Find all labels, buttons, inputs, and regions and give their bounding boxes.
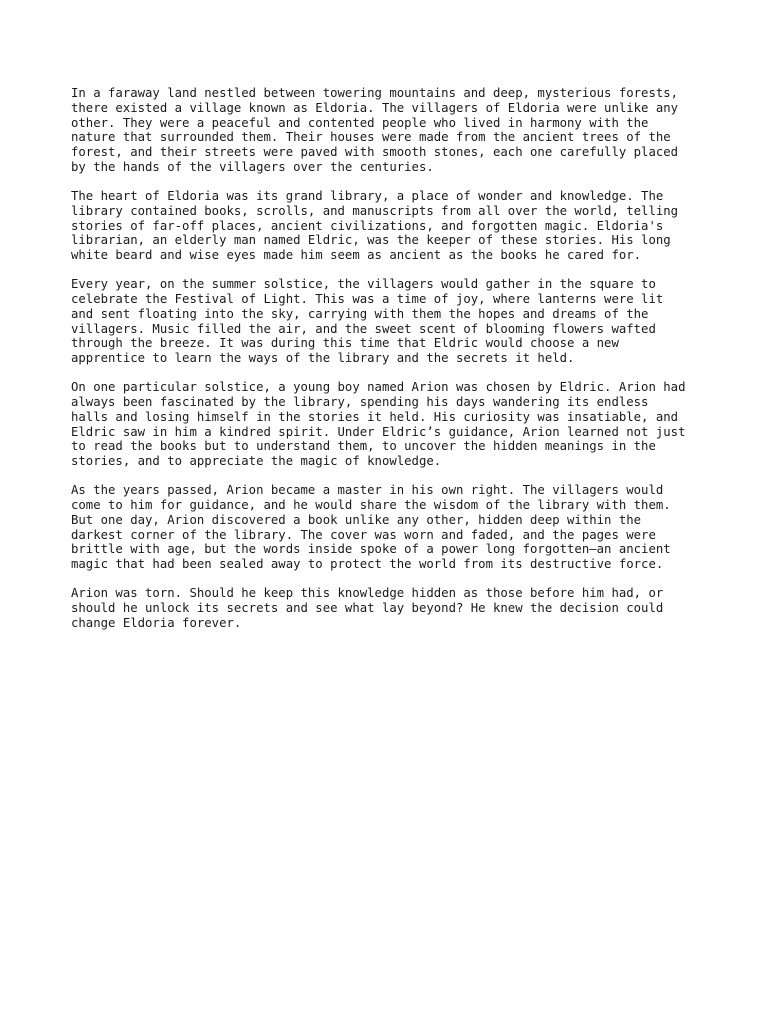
paragraph-3: [71, 277, 711, 366]
paragraph-6: [71, 586, 711, 630]
paragraph-line: Every year, on the summer solstice, the villagers would gather in the square to: [71, 277, 656, 292]
paragraph-line: apprentice to learn the ways of the library and the secrets it held.: [71, 351, 575, 365]
paragraph-line: there existed a village known as Eldoria. The villagers of Eldoria were unlike any: [71, 100, 679, 115]
paragraph-line: The heart of Eldoria was its grand library, a place of wonder and knowledge. The: [71, 189, 664, 203]
paragraph-line: magic that had been sealed away to protect the world from its destructive force.: [71, 557, 664, 571]
paragraph-line: should he unlock its secrets and see what lay beyond? He knew the decision could: [71, 601, 664, 615]
paragraph-1: [71, 86, 711, 175]
paragraph-line: other. They were a peaceful and contented people who lived in harmony with the: [71, 115, 649, 130]
paragraph-line: library contained books, scrolls, and manuscripts from all over the world, telling: [71, 203, 679, 218]
paragraph-line: stories, and to appreciate the magic of knowledge.: [71, 454, 442, 468]
paragraph-line: and sent floating into the sky, carrying with them the hopes and dreams of the: [71, 306, 649, 321]
paragraph-line: by the hands of the villagers over the centuries.: [71, 159, 434, 174]
paragraph-line: But one day, Arion discovered a book unlike any other, hidden deep within the: [71, 512, 642, 527]
paragraph-line: In a faraway land nestled between towering mountains and deep, mysterious forests,: [71, 86, 679, 100]
paragraph-line: come to him for guidance, and he would share the wisdom of the library with them.: [71, 498, 671, 512]
paragraph-line: through the breeze. It was during this time that Eldric would choose a new: [71, 336, 619, 351]
paragraph-line: always been fascinated by the library, spending his days wandering its endless: [71, 395, 649, 409]
paragraph-line: Eldric saw in him a kindred spirit. Under Eldric’s guidance, Arion learned not just: [71, 424, 686, 439]
paragraph-line: On one particular solstice, a young boy named Arion was chosen by Eldric. Arion had: [71, 380, 686, 395]
paragraph-4: [71, 380, 711, 469]
paragraph-5: [71, 483, 711, 572]
paragraph-line: to read the books but to understand them, to uncover the hidden meanings in the: [71, 439, 656, 454]
paragraph-line: stories of far-off places, ancient civilizations, and forgotten magic. Eldoria's: [71, 218, 664, 233]
paragraph-line: celebrate the Festival of Light. This was a time of joy, where lanterns were lit: [71, 292, 664, 306]
paragraph-line: Arion was torn. Should he keep this knowledge hidden as those before him had, or: [71, 586, 664, 601]
paragraph-line: forest, and their streets were paved with smooth stones, each one carefully placed: [71, 145, 679, 159]
paragraph-line: villagers. Music filled the air, and the sweet scent of blooming flowers wafted: [71, 321, 656, 336]
paragraph-line: change Eldoria forever.: [71, 615, 242, 630]
paragraph-line: white beard and wise eyes made him seem as ancient as the books he cared for.: [71, 248, 642, 262]
paragraph-line: brittle with age, but the words inside spoke of a power long forgotten—an ancient: [71, 542, 671, 557]
paragraph-line: halls and losing himself in the stories it held. His curiosity was insatiable, and: [71, 409, 679, 424]
paragraph-line: darkest corner of the library. The cover was worn and faded, and the pages were: [71, 527, 656, 542]
paragraph-line: nature that surrounded them. Their houses were made from the ancient trees of the: [71, 130, 671, 145]
paragraph-2: [71, 189, 711, 263]
document-page: [71, 86, 711, 645]
paragraph-line: librarian, an elderly man named Eldric, was the keeper of these stories. His long: [71, 233, 671, 248]
paragraph-line: As the years passed, Arion became a master in his own right. The villagers would: [71, 483, 664, 498]
